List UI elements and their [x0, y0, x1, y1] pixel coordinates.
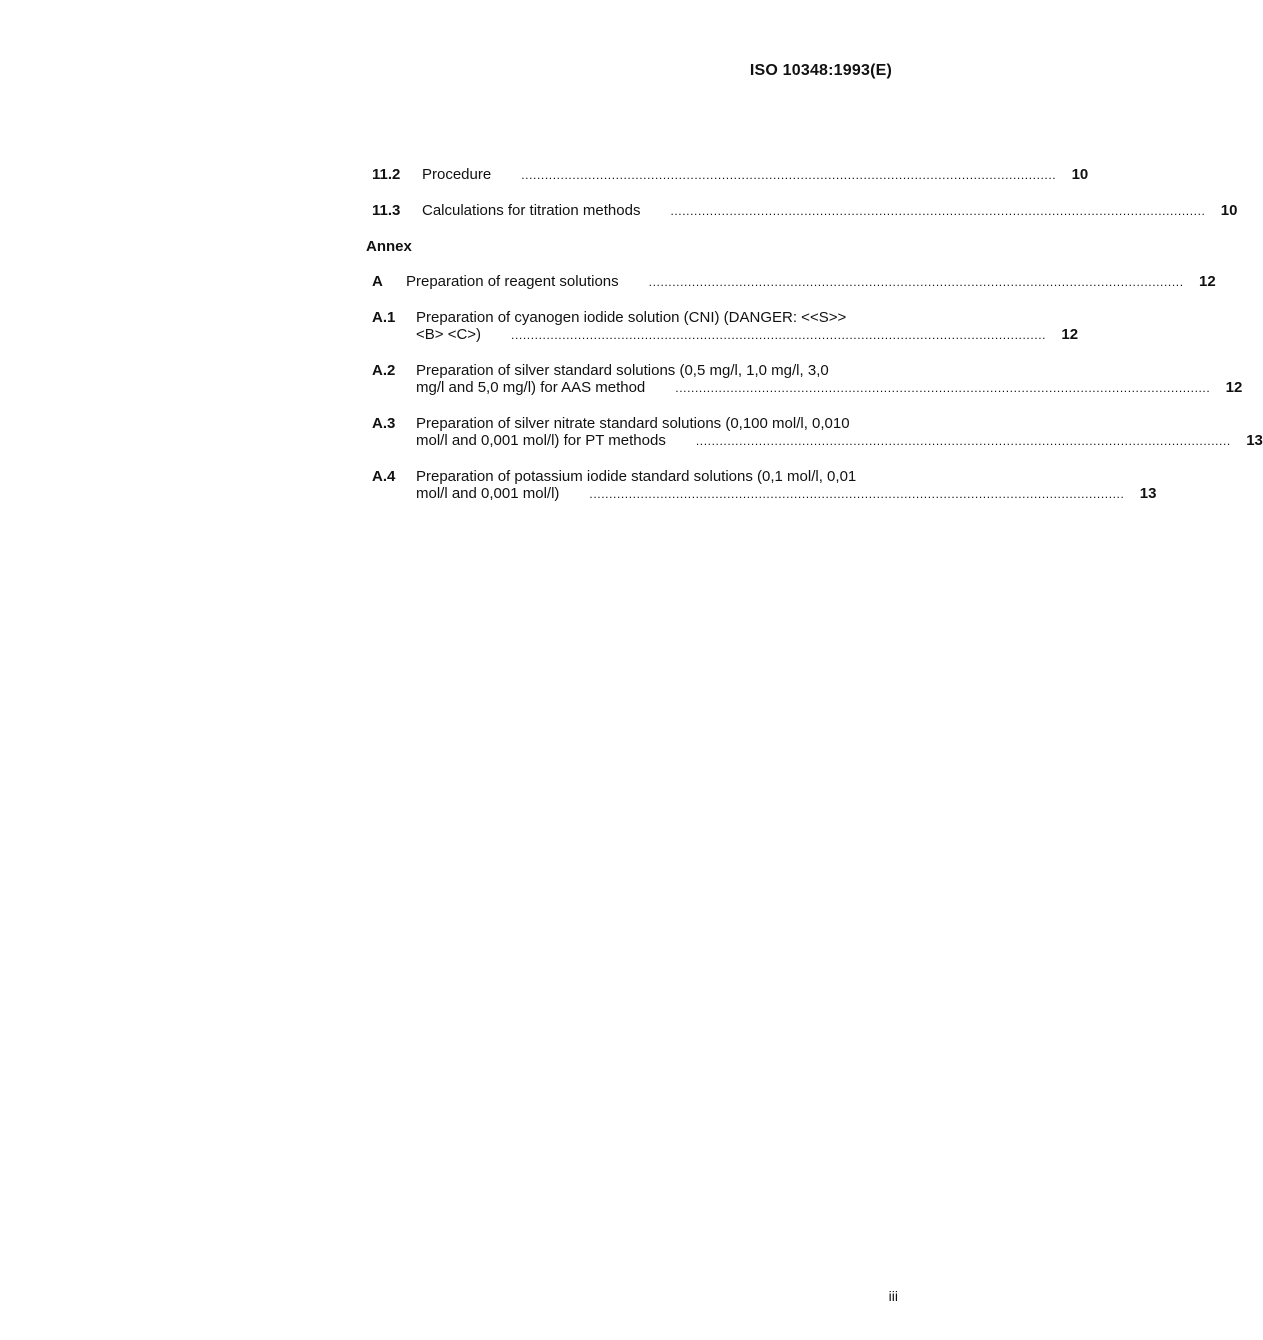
toc-entry-title-line: mol/l and 0,001 mol/l) for PT methods	[416, 432, 666, 449]
toc-entry-number: A.2	[372, 362, 396, 379]
toc-entry-a-2[interactable]	[366, 362, 1243, 397]
toc-entry-title-line: <B> <C>)	[416, 326, 482, 343]
toc-entry-number: 11.2	[372, 166, 401, 183]
toc-entry-title-line: mol/l and 0,001 mol/l)	[416, 485, 560, 502]
dot-leader: ........................................................................................................................................	[648, 275, 1184, 289]
toc-entry-title-line: Preparation of silver nitrate standard solutions (0,100 mol/l, 0,010	[416, 415, 850, 432]
toc-entry-title-line: mg/l and 5,0 mg/l) for AAS method	[416, 379, 646, 396]
toc-entry-title-line: Preparation of cyanogen iodide solution (CNI) (DANGER: <<S>>	[416, 309, 847, 326]
dot-leader: ........................................................................................................................................	[670, 204, 1206, 218]
document-reference: ISO 10348:1993(E)	[749, 62, 892, 79]
dot-leader: ........................................................................................................................................	[695, 434, 1231, 448]
toc-page-number: 12	[1225, 379, 1243, 396]
toc-page-number: 13	[1139, 485, 1157, 502]
toc-page-number: 12	[1198, 273, 1216, 290]
toc-entry-title-line: Preparation of silver standard solutions (0,5 mg/l, 1,0 mg/l, 3,0	[416, 362, 829, 379]
toc-entry-a-1[interactable]	[366, 309, 1079, 344]
toc-entry-number: A.1	[372, 309, 396, 326]
toc-entry-title: Calculations for titration methods	[422, 202, 641, 219]
toc-entry-title-line: Preparation of potassium iodide standard solutions (0,1 mol/l, 0,01	[416, 468, 857, 485]
toc-entry-number: A.4	[372, 468, 396, 485]
toc-entry-title: Preparation of reagent solutions	[406, 273, 619, 290]
dot-leader: ........................................................................................................................................	[521, 168, 1057, 182]
toc-entry-a-3[interactable]	[366, 415, 1263, 450]
dot-leader: ........................................................................................................................................	[511, 328, 1047, 342]
toc-page-number: 13	[1246, 432, 1263, 449]
toc-entry-number: 11.3	[372, 202, 401, 219]
table-of-contents	[366, 166, 1263, 521]
annex-heading: Annex	[366, 238, 412, 255]
dot-leader: ........................................................................................................................................	[675, 381, 1211, 395]
toc-entry-11-3[interactable]	[366, 202, 1238, 220]
dot-leader: ........................................................................................................................................	[589, 487, 1125, 501]
toc-entry-number: A.3	[372, 415, 396, 432]
toc-page-number: 10	[1220, 202, 1238, 219]
toc-entry-a[interactable]	[366, 273, 1216, 291]
toc-entry-title: Procedure	[422, 166, 492, 183]
page-number: iii	[888, 1288, 898, 1304]
toc-page-number: 10	[1071, 166, 1089, 183]
toc-entry-a-4[interactable]	[366, 468, 1157, 503]
toc-entry-11-2[interactable]	[366, 166, 1089, 184]
toc-entry-number: A	[372, 273, 383, 290]
toc-page-number: 12	[1061, 326, 1079, 343]
